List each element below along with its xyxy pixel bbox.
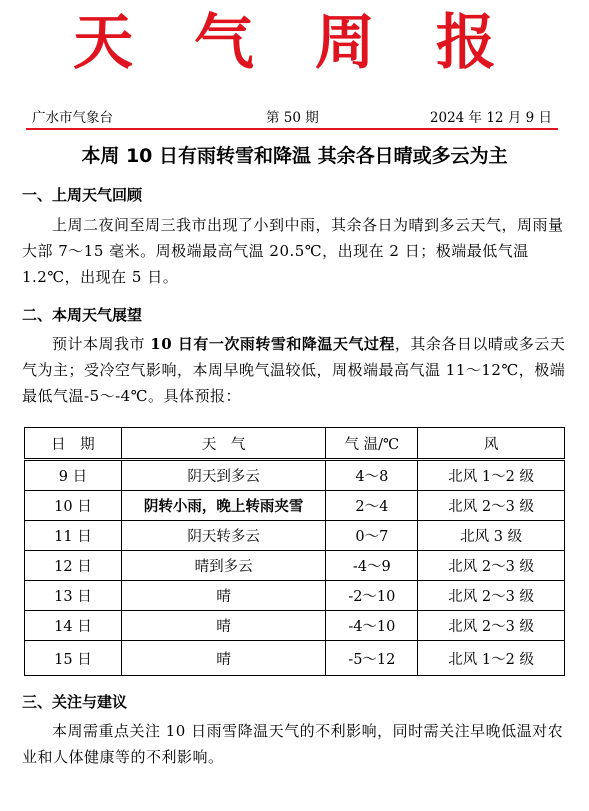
section-heading-review: 一、上周天气回顾 [22, 186, 143, 204]
cell-temp: -4～9 [326, 551, 418, 581]
table-row [25, 611, 565, 641]
cell-weather: 晴 [121, 581, 326, 611]
headline: 本周 10 日有雨转雪和降温 其余各日晴或多云为主 [81, 145, 508, 167]
cell-wind: 北风 2～3 级 [418, 551, 565, 581]
table-row [25, 641, 565, 676]
cell-weather: 阴天到多云 [121, 460, 326, 491]
outlook-text-after: ，其余各日以晴或多云天气为主；受冷空气影响，本周早晚气温较低，周极端最高气温 11～12℃，极端最低气温-5～-4℃。具体预报： [22, 335, 566, 405]
cell-weather: 阴天转多云 [121, 521, 326, 551]
forecast-table [24, 427, 565, 676]
cell-weather: 晴到多云 [121, 551, 326, 581]
header-date: 日 期 [25, 428, 122, 460]
section-heading-advice: 三、关注与建议 [22, 693, 128, 711]
advice-paragraph: 本周需重点关注 10 日雨雪降温天气的不利影响，同时需关注早晚低温对农业和人体健康等的不利影响。 [22, 722, 564, 766]
header-temperature: 气 温/℃ [326, 428, 418, 460]
cell-temp: -5～12 [326, 641, 418, 676]
cell-wind: 北风 2～3 级 [418, 581, 565, 611]
cell-temp: 4～8 [326, 460, 418, 491]
section-heading-outlook: 二、本周天气展望 [22, 306, 143, 324]
cell-date: 9 日 [25, 460, 122, 491]
table-row [25, 491, 565, 521]
issue-info-row [26, 108, 558, 128]
cell-date: 13 日 [25, 581, 122, 611]
header-divider [26, 128, 558, 130]
issue-date: 2024 年 12 月 9 日 [429, 110, 552, 126]
cell-wind: 北风 2～3 级 [418, 611, 565, 641]
cell-weather: 阴转小雨，晚上转雨夹雪 [121, 491, 326, 521]
cell-date: 12 日 [25, 551, 122, 581]
cell-wind: 北风 1～2 级 [418, 641, 565, 676]
cell-temp: -2～10 [326, 581, 418, 611]
cell-date: 15 日 [25, 641, 122, 676]
cell-weather: 晴 [121, 641, 326, 676]
cell-temp: 2～4 [326, 491, 418, 521]
cell-wind: 北风 1～2 级 [418, 460, 565, 491]
table-header-row [25, 428, 565, 460]
outlook-paragraph [22, 331, 567, 409]
cell-wind: 北风 2～3 级 [418, 491, 565, 521]
header-wind: 风 [418, 428, 565, 460]
cell-wind: 北风 3 级 [418, 521, 565, 551]
cell-temp: 0～7 [326, 521, 418, 551]
table-row [25, 521, 565, 551]
table-row [25, 460, 565, 491]
review-paragraph: 上周二夜间至周三我市出现了小到中雨，其余各日为晴到多云天气，周雨量大部 7～15 毫米。周极端最高气温 20.5℃，出现在 2 日；极端最低气温 1.2℃，出现在 5 日。 [22, 216, 564, 286]
cell-date: 11 日 [25, 521, 122, 551]
header-weather: 天 气 [121, 428, 326, 460]
masthead-title: 天 气 周 报 [73, 8, 516, 78]
table-row [25, 551, 565, 581]
cell-temp: -4～10 [326, 611, 418, 641]
table-row [25, 581, 565, 611]
cell-weather: 晴 [121, 611, 326, 641]
cell-date: 14 日 [25, 611, 122, 641]
outlook-text-before: 预计本周我市 [52, 335, 151, 353]
outlook-text-bold: 10 日有一次雨转雪和降温天气过程 [150, 335, 395, 353]
cell-date: 10 日 [25, 491, 122, 521]
agency-name: 广水市气象台 [32, 110, 113, 126]
issue-number: 第 50 期 [266, 110, 319, 126]
